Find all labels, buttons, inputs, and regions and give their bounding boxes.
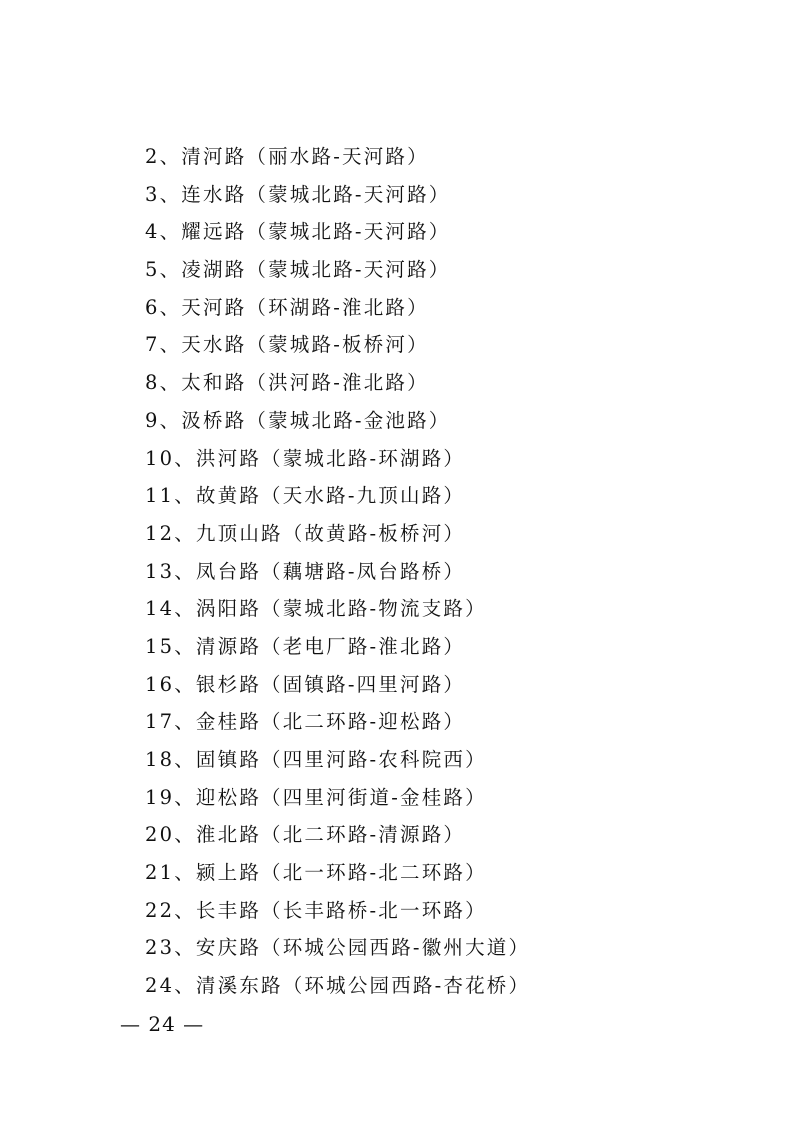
list-item: 15、清源路（老电厂路-淮北路） <box>145 634 466 658</box>
list-item: 12、九顶山路（故黄路-板桥河） <box>145 521 466 545</box>
page-number: — 24 — <box>120 1012 205 1036</box>
list-item: 22、长丰路（长丰路桥-北一环路） <box>145 898 487 922</box>
list-item: 14、涡阳路（蒙城北路-物流支路） <box>145 597 487 621</box>
list-item: 9、汲桥路（蒙城北路-金池路） <box>145 408 451 432</box>
list-item: 3、连水路（蒙城北路-天河路） <box>145 182 451 206</box>
list-item: 13、凤台路（藕塘路-凤台路桥） <box>145 559 466 583</box>
list-item: 11、故黄路（天水路-九顶山路） <box>145 484 466 508</box>
list-item: 8、太和路（洪河路-淮北路） <box>145 371 429 395</box>
list-item: 2、清河路（丽水路-天河路） <box>145 145 429 168</box>
list-item: 4、耀远路（蒙城北路-天河路） <box>145 220 451 244</box>
list-item: 7、天水路（蒙城路-板桥河） <box>145 333 429 357</box>
list-item: 19、迎松路（四里河街道-金桂路） <box>145 785 487 809</box>
road-list <box>145 138 765 1005</box>
list-item: 6、天河路（环湖路-淮北路） <box>145 295 429 319</box>
list-item: 20、淮北路（北二环路-清源路） <box>145 823 466 847</box>
list-item: 23、安庆路（环城公园西路-徽州大道） <box>145 936 531 960</box>
list-item: 17、金桂路（北二环路-迎松路） <box>145 710 466 734</box>
list-item: 21、颍上路（北一环路-北二环路） <box>145 861 487 885</box>
list-item: 16、银杉路（固镇路-四里河路） <box>145 672 466 696</box>
list-item: 5、凌湖路（蒙城北路-天河路） <box>145 258 451 282</box>
list-item: 24、清溪东路（环城公园西路-杏花桥） <box>145 974 531 998</box>
list-item: 10、洪河路（蒙城北路-环湖路） <box>145 446 466 470</box>
list-item: 18、固镇路（四里河路-农科院西） <box>145 748 487 771</box>
